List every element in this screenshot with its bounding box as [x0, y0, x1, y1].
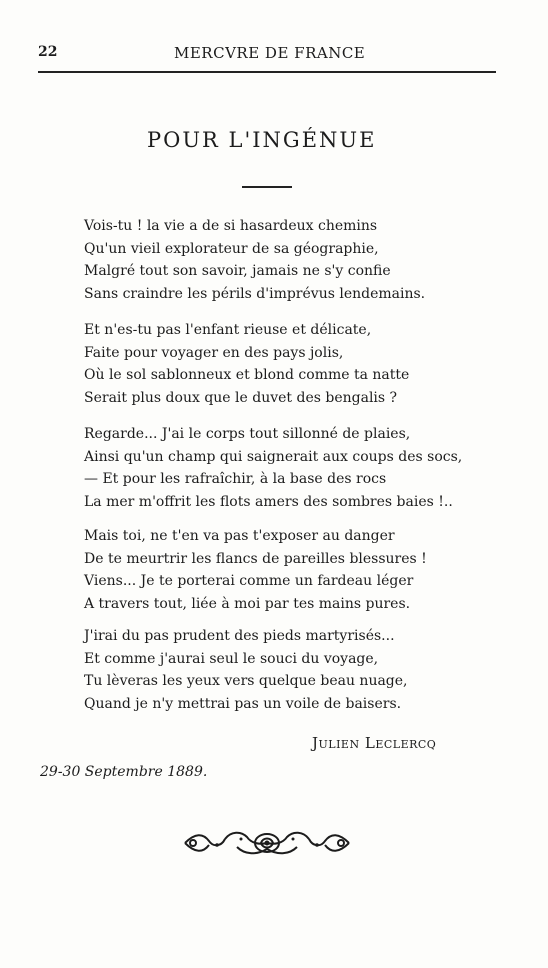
- stanza-3: [84, 423, 462, 513]
- verse-line: Sans craindre les périls d'imprévus lendemains.: [84, 285, 426, 302]
- verse-line: Malgré tout son savoir, jamais ne s'y confie: [84, 263, 391, 279]
- verse-line: Et n'es-tu pas l'enfant rieuse et délicate,: [84, 322, 372, 338]
- verse-line: A travers tout, liée à moi par tes mains pures.: [84, 595, 411, 612]
- poem-title: POUR L'INGÉNUE: [147, 128, 377, 152]
- verse-line: Et comme j'aurai seul le souci du voyage,: [84, 650, 379, 667]
- author-signature: Julien Leclercq: [312, 734, 437, 752]
- verse-line: Faite pour voyager en des pays jolis,: [84, 344, 344, 361]
- verse-line: J'irai du pas prudent des pieds martyrisés...: [84, 628, 395, 644]
- running-head: MERCVRE DE FRANCE: [174, 44, 366, 62]
- verse-line: De te meurtrir les flancs de pareilles blessures !: [84, 550, 427, 567]
- verse-line: Mais toi, ne t'en va pas t'exposer au danger: [84, 528, 395, 544]
- floral-tailpiece-icon: [181, 825, 353, 861]
- verse-line: Vois-tu ! la vie a de si hasardeux chemins: [84, 218, 378, 234]
- title-rule: [242, 186, 292, 188]
- verse-line: Qu'un vieil explorateur de sa géographie,: [84, 240, 379, 257]
- verse-line: Où le sol sablonneux et blond comme ta natte: [84, 367, 410, 383]
- stanza-1: [84, 215, 425, 305]
- page-number: 22: [38, 44, 58, 60]
- verse-line: — Et pour les rafraîchir, à la base des rocs: [84, 471, 387, 487]
- header-rule: [38, 71, 496, 73]
- stanza-4: [84, 525, 427, 615]
- page-header: [38, 40, 496, 74]
- poem-date: 29-30 Septembre 1889.: [40, 764, 208, 780]
- verse-line: Quand je n'y mettrai pas un voile de baisers.: [84, 695, 402, 712]
- verse-line: Serait plus doux que le duvet des bengalis ?: [84, 389, 398, 406]
- verse-line: Viens... Je te porterai comme un fardeau léger: [84, 573, 414, 589]
- stanza-2: [84, 319, 409, 409]
- verse-line: Regarde... J'ai le corps tout sillonné de plaies,: [84, 426, 411, 442]
- stanza-5: [84, 625, 408, 715]
- verse-line: Ainsi qu'un champ qui saignerait aux coups des socs,: [84, 448, 463, 465]
- verse-line: La mer m'offrit les flots amers des sombres baies !..: [84, 493, 453, 510]
- verse-line: Tu lèveras les yeux vers quelque beau nuage,: [84, 673, 408, 689]
